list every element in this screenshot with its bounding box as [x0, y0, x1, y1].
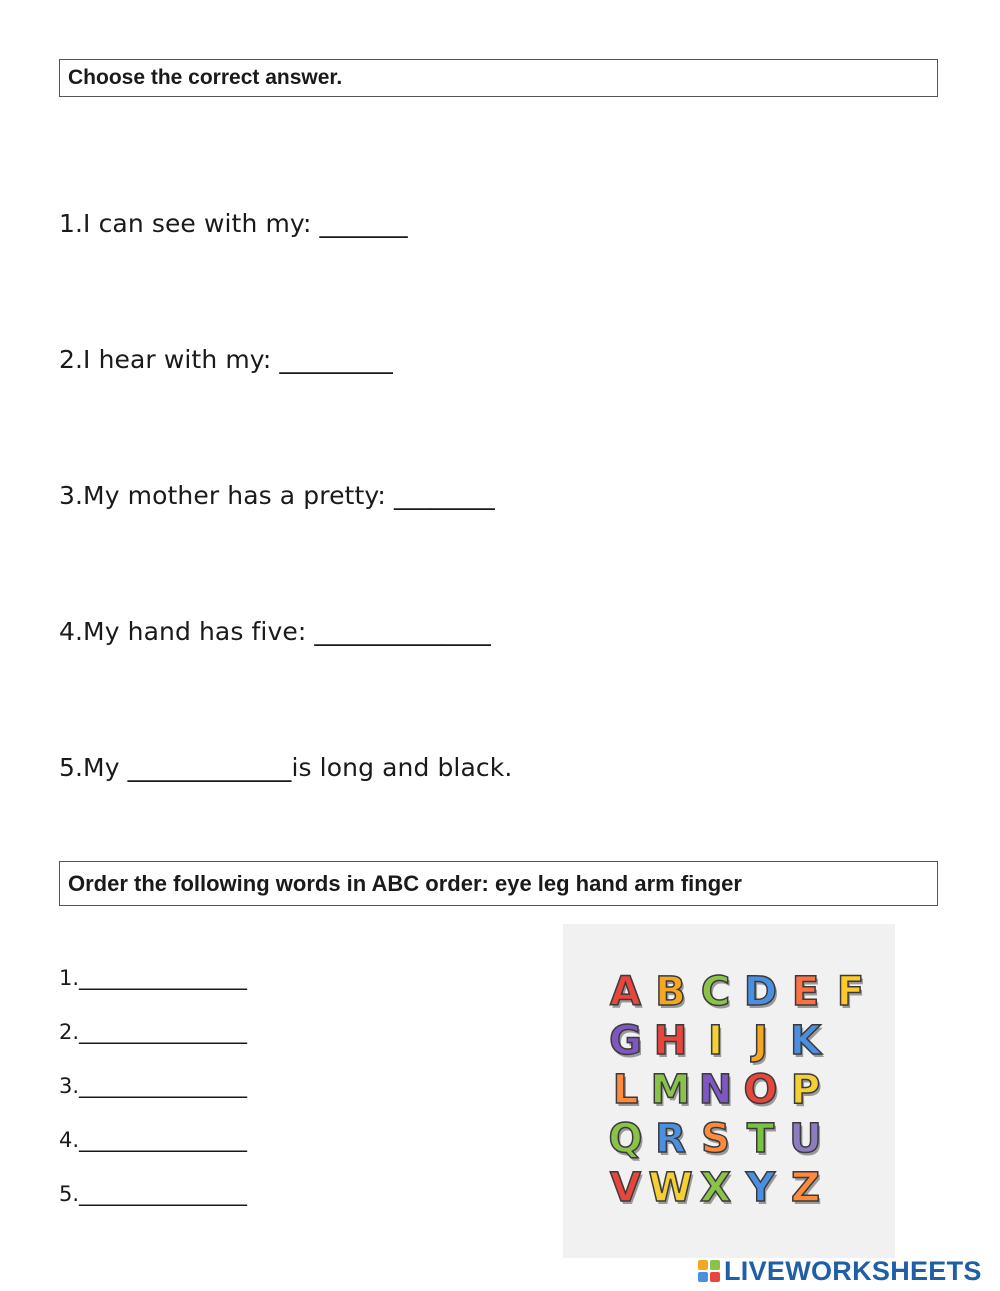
question-4: 4.My hand has five: ______________	[59, 617, 491, 646]
alphabet-letter-f: F	[836, 969, 865, 1015]
alphabet-letter-z: Z	[790, 1165, 820, 1211]
alphabet-letter-v: V	[610, 1165, 641, 1211]
alphabet-row-3	[603, 1067, 828, 1113]
alphabet-letter-q: Q	[608, 1116, 643, 1162]
instruction-box-abc-order	[59, 861, 938, 906]
alphabet-letter-h: H	[653, 1018, 688, 1064]
answer-line-4: 4.________________	[59, 1128, 248, 1152]
answer-line-5: 5.________________	[59, 1182, 248, 1206]
alphabet-letter-r: R	[655, 1116, 686, 1162]
alphabet-letter-d: D	[743, 969, 778, 1015]
logo-square	[698, 1260, 708, 1270]
alphabet-letter-c: C	[700, 969, 731, 1015]
alphabet-letter-i: I	[708, 1018, 723, 1064]
logo-text: LIVEWORKSHEETS	[724, 1255, 982, 1286]
alphabet-letter-y: Y	[746, 1165, 775, 1211]
alphabet-letter-j: J	[753, 1018, 768, 1064]
liveworksheets-logo[interactable]	[698, 1256, 982, 1286]
answer-line-2: 2.________________	[59, 1020, 248, 1044]
alphabet-row-1	[603, 969, 873, 1015]
logo-square	[710, 1260, 720, 1270]
alphabet-letter-s: S	[701, 1116, 730, 1162]
question-5: 5.My _____________is long and black.	[59, 753, 513, 782]
question-3: 3.My mother has a pretty: ________	[59, 481, 495, 510]
alphabet-letter-w: W	[648, 1165, 693, 1211]
question-2: 2.I hear with my: _________	[59, 345, 393, 374]
question-1: 1.I can see with my: _______	[59, 209, 408, 238]
logo-square	[698, 1272, 708, 1282]
alphabet-letter-p: P	[790, 1067, 821, 1113]
alphabet-letter-n: N	[698, 1067, 733, 1113]
alphabet-row-2	[603, 1018, 828, 1064]
alphabet-row-4	[603, 1116, 828, 1162]
answer-line-3: 3.________________	[59, 1074, 248, 1098]
instruction-box-choose-answer	[59, 59, 938, 97]
alphabet-letter-m: M	[650, 1067, 691, 1113]
alphabet-letter-e: E	[791, 969, 820, 1015]
alphabet-letter-a: A	[610, 969, 641, 1015]
alphabet-image	[563, 924, 895, 1258]
alphabet-letter-l: L	[612, 1067, 639, 1113]
instruction-text: Order the following words in ABC order: eye leg hand arm finger	[68, 870, 742, 896]
alphabet-letter-g: G	[609, 1018, 642, 1064]
alphabet-letter-b: B	[655, 969, 686, 1015]
alphabet-letter-t: T	[746, 1116, 775, 1162]
alphabet-letter-x: X	[700, 1165, 731, 1211]
logo-square	[710, 1272, 720, 1282]
alphabet-letter-u: U	[789, 1116, 822, 1162]
instruction-text: Choose the correct answer.	[68, 66, 343, 89]
alphabet-letter-o: O	[743, 1067, 778, 1113]
alphabet-letter-k: K	[790, 1018, 821, 1064]
liveworksheets-logo-icon	[698, 1260, 720, 1282]
alphabet-row-5	[603, 1165, 828, 1211]
answer-line-1: 1.________________	[59, 966, 248, 990]
